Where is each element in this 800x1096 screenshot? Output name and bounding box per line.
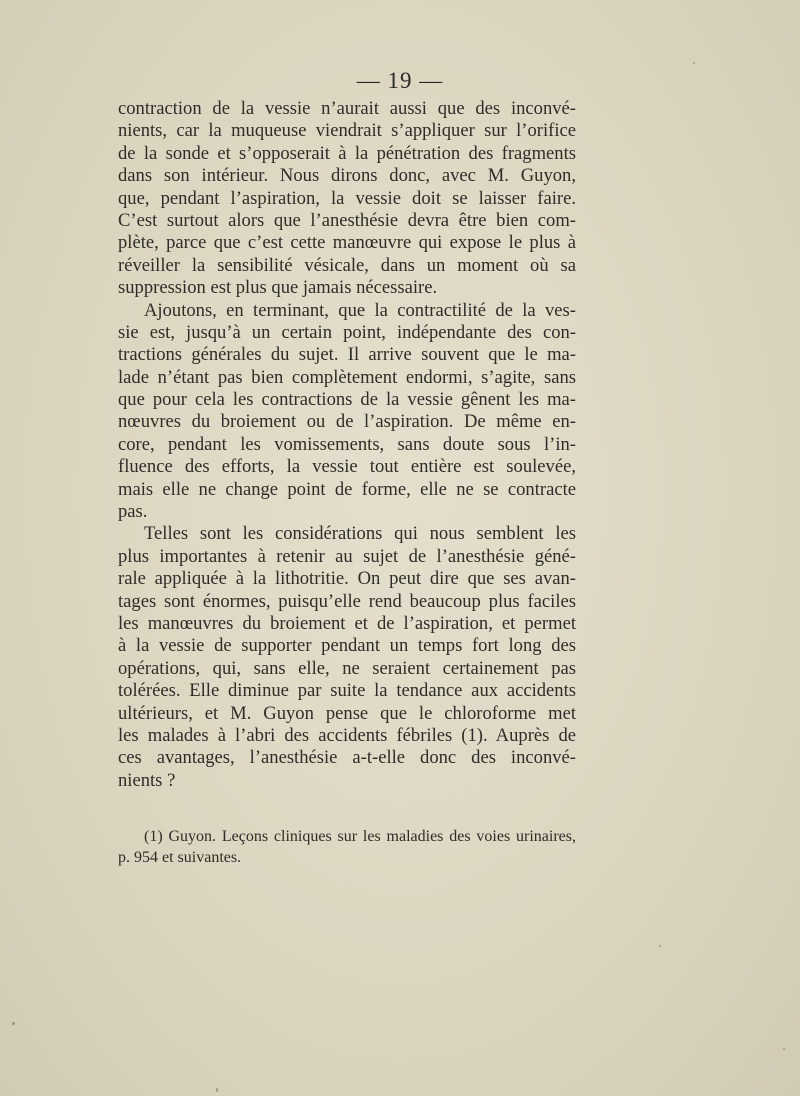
text-line: opérations, qui, sans elle, ne seraient certainement pas: [118, 657, 576, 679]
footnote: [118, 826, 576, 868]
text-line: core, pendant les vomissements, sans doute sous l’in-: [118, 433, 576, 455]
paragraph-1: [118, 98, 576, 300]
text-line: sie est, jusqu’à un certain point, indépendante des con-: [118, 321, 576, 343]
text-line: réveiller la sensibilité vésicale, dans un moment où sa: [118, 254, 576, 276]
text-line: tages sont énormes, puisqu’elle rend beaucoup plus faciles: [118, 590, 576, 612]
paragraph-2: [118, 300, 576, 524]
text-line: C’est surtout alors que l’anesthésie devra être bien com-: [118, 209, 576, 231]
text-line: fluence des efforts, la vessie tout entière est soulevée,: [118, 456, 576, 478]
text-line: que pour cela les contractions de la vessie gênent les ma-: [118, 389, 576, 411]
footnote-line: (1) Guyon. Leçons cliniques sur les maladies des voies urinaires,: [144, 828, 576, 845]
text-line: les manœuvres du broiement et de l’aspiration, et permet: [118, 612, 576, 634]
text-line: ultérieurs, et M. Guyon pense que le chloroforme met: [118, 702, 576, 724]
text-line: à la vessie de supporter pendant un temps fort long des: [118, 635, 576, 657]
text-line: nients, car la muqueuse viendrait s’appliquer sur l’orifice: [118, 120, 576, 142]
text-line: Ajoutons, en terminant, que la contractilité de la ves-: [144, 299, 576, 321]
text-line: de la sonde et s’opposerait à la pénétration des fragments: [118, 142, 576, 164]
text-line: que, pendant l’aspiration, la vessie doit se laisser faire.: [118, 187, 576, 209]
text-line: tolérées. Elle diminue par suite la tendance aux accidents: [118, 680, 576, 702]
text-line: nœuvres du broiement ou de l’aspiration. De même en-: [118, 411, 576, 433]
body-text: [118, 98, 576, 792]
text-line: ces avantages, l’anesthésie a-t-elle donc des inconvé-: [118, 747, 576, 769]
text-line: Telles sont les considérations qui nous semblent les: [144, 523, 576, 545]
text-line: mais elle ne change point de forme, elle ne se contracte: [118, 478, 576, 500]
text-line: nients ?: [118, 769, 176, 791]
text-line: pas.: [118, 501, 148, 523]
footnote-line: p. 954 et suivantes.: [118, 849, 242, 866]
text-line: plus importantes à retenir au sujet de l’anesthésie géné-: [118, 545, 576, 567]
text-line: suppression est plus que jamais nécessaire.: [118, 277, 438, 299]
paragraph-3: [118, 523, 576, 792]
text-line: contraction de la vessie n’aurait aussi que des inconvé-: [118, 98, 576, 119]
text-line: dans son intérieur. Nous dirons donc, avec M. Guyon,: [118, 165, 576, 187]
text-line: rale appliquée à la lithotritie. On peut dire que ses avan-: [118, 568, 576, 590]
text-line: lade n’étant pas bien complètement endormi, s’agite, sans: [118, 366, 576, 388]
text-line: tractions générales du sujet. Il arrive souvent que le ma-: [118, 344, 576, 366]
page-number: — 19 —: [356, 68, 444, 93]
text-line: plète, parce que c’est cette manœuvre qui expose le plus à: [118, 232, 576, 254]
text-line: les malades à l’abri des accidents fébriles (1). Auprès de: [118, 724, 576, 746]
